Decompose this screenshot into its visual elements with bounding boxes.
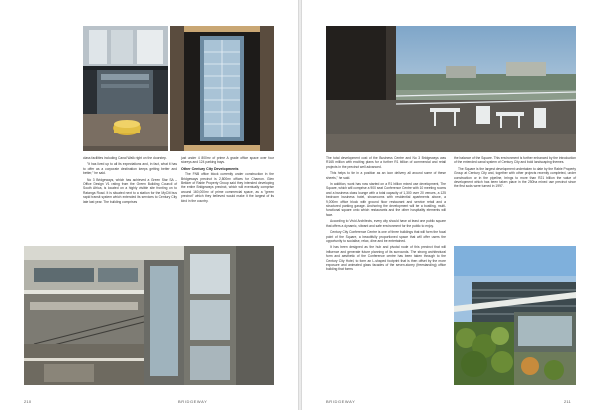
right-text-column-2	[454, 156, 576, 191]
rooftop-terrace-photo	[326, 26, 576, 152]
right-page	[302, 0, 600, 410]
paragraph: This helps to tie in a position as an icon delivery all around some of these sheets," he said.	[326, 171, 446, 180]
left-text-column-1	[83, 156, 177, 206]
running-footer-title: BRIDGEWAY	[178, 399, 208, 404]
page-number: 211	[564, 399, 571, 404]
paragraph: "It has lived up to all its expectations and, in fact, what it has to offer as a corporate destination keeps getting better and better," he said.	[83, 162, 177, 176]
page-number: 210	[24, 399, 32, 404]
paragraph: Century City Conference Centre is one of three buildings that will form the focal point of the Square, a beautifully proportioned space that will offer users the opportunity to socialise, relax, dine and be entertained.	[326, 230, 446, 243]
green-building-exterior-photo	[454, 246, 576, 385]
paragraph: According to Vivid Architects, every city should have at least one public square that offers a dynamic, vibrant and safe environment for the public to enjoy.	[326, 219, 446, 228]
paragraph: The total development cost of the Business Centre and No 3 Bridgeways was R165 million with exciting plans for a further R1 billion of commercial and retail projects in the precinct well advanced.	[326, 156, 446, 169]
paragraph: In addition, work has now started on a R1 billion mixed use development, The Square, which will comprise a 900 seat Conference Centre with 10 meeting rooms and a business class lounge with a total capacity of 1,300 over 20 venues, a 125 bedroom business hotel, showrooms with residential apartments above, a 9,000m² office block with ground floor restaurant and service retail and a structured parking garage. Anchoring the development will be a bustling, multi-functional square onto which restaurants and the other hospitality elements will face.	[326, 182, 446, 217]
multi-level-atrium-photo	[24, 246, 274, 385]
left-page	[0, 0, 298, 410]
paragraph: class facilities including Canal Walk right on the doorstep.	[83, 156, 167, 160]
right-text-column-1	[326, 156, 446, 274]
paragraph: The Square is the largest development undertaken to date by the Rabie Property Group at Century City and, together with other projects recently completed, under construction or in the pipeline, brings to more than R21 billion the value of development which has been taken place in the 250ha mixed use precinct since the first sods were turned in 1997.	[454, 166, 576, 189]
paragraph: It has been designed as the hub and pivotal node of this precinct that will influence and generate future planning of its surrounds. The strong architectural form and aesthetic of the Conference centre has been taken through to the Century City Hotel, to form an L-shaped footprint that is then offset by the more exposure and animated glass facades of the seven-storey (freestanding) office building that forms	[326, 245, 446, 272]
paragraph: No 3 Bridgeways, which has achieved a Green Star SA – Office Design V1 rating from the Green Building Council of South Africa, is located on a highly visible site fronting on to Ratanga Road. It is situated next to a station for the MyCiti bus rapid transit system which extended its services to Century City late last year. The building comprises	[83, 177, 177, 204]
paragraph: the balance of the Square. This environment is further enhanced by the introduction of the extended canal system of Century City and bold landscaping themes.	[454, 156, 576, 165]
left-text-column-2	[181, 156, 274, 205]
paragraph: just under 4 800m² of prime A grade office space over four storeys and 124 parking bays.	[181, 156, 274, 165]
glass-atrium-photo	[170, 26, 274, 151]
atrium-interior-photo	[83, 26, 168, 151]
section-heading: Other Century City Developments	[181, 166, 239, 171]
running-footer-title: BRIDGEWAY	[326, 399, 356, 404]
paragraph: The FNB office block currently under construction in the Bridgeways precinct is 2,800m² offices for Chamon. Glen Bekker of Rabie Property Group said they intended developing the entire Bridgeways precinct, which will eventually comprise around 160,000m² of prime commercial space, as a "green precinct" which they believed would make it the largest of its kind in the country.	[181, 172, 274, 203]
